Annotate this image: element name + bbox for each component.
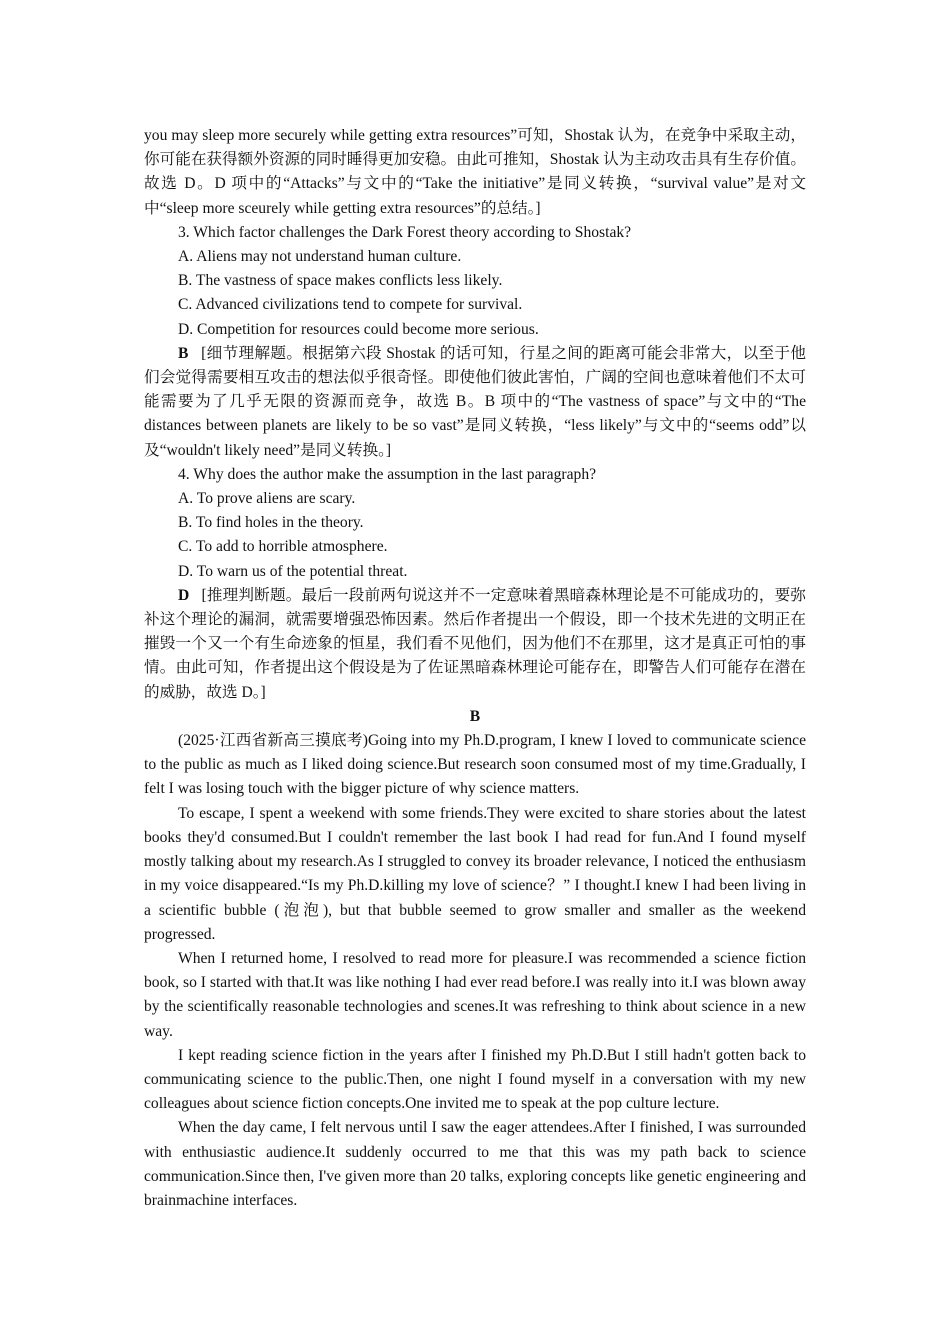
question-3-answer-letter: B (178, 344, 189, 362)
question-3 (144, 221, 806, 463)
question-4-answer-letter: D (178, 586, 190, 604)
question-4-answer (144, 584, 806, 705)
passage-paragraph-5: When the day came, I felt nervous until I saw the eager attendees.After I finished, I was surrounded with enthusiastic audience.It suddenly occurred to me that this was my path back to science communication.Since then, I've given more than 20 talks, exploring concepts like genetic engineering and brainmachine interfaces. (144, 1119, 806, 1209)
question-4-option-b: B. To find holes in the theory. (178, 514, 364, 532)
question-4-option-c: C. To add to horrible atmosphere. (178, 538, 388, 556)
passage-paragraph-2: To escape, I spent a weekend with some friends.They were excited to share stories about the latest books they'd consumed.But I couldn't remember the last book I had read for fun.And I found myself mostly talking about my research.As I struggled to convey its broader relevance, I noticed the enthusiasm in my voice disappeared.“Is my Ph.D.killing my love of science？” I thought.I knew I had been living in a scientific bubble (泡泡), but that bubble seemed to grow smaller and smaller as the weekend progressed. (144, 804, 806, 943)
passage-paragraph-4: I kept reading science fiction in the years after I finished my Ph.D.But I still hadn't gotten back to communicating science to the public.Then, one night I found myself in a conversation with my new colleagues about science fiction concepts.One invited me to speak at the pop culture lecture. (144, 1046, 806, 1113)
question-3-stem: 3. Which factor challenges the Dark Forest theory according to Shostak? (178, 223, 632, 241)
question-3-option-d: D. Competition for resources could become more serious. (178, 320, 539, 338)
question-4-option-a: A. To prove aliens are scary. (178, 490, 356, 508)
passage-b (144, 729, 806, 1213)
question-3-explanation: [细节理解题。根据第六段 Shostak 的话可知，行星之间的距离可能会非常大，以至于他们会觉得需要相互攻击的想法似乎很奇怪。即使他们彼此害怕，广阔的空间也意味着他们不太可能需要为了几乎无限的资源而竞争，故选 B。B 项中的“The vastness of space”与文中的“The distances between planets are likely to be so vast”是同义转换，“less likely”与文中的“seems odd”以及“wouldn't likely need”是同义转换。] (144, 344, 806, 459)
question-4-explanation: [推理判断题。最后一段前两句说这并不一定意味着黑暗森林理论是不可能成功的，要弥补这个理论的漏洞，就需要增强恐怖因素。然后作者提出一个假设，即一个技术先进的文明正在摧毁一个又一个有生命迹象的恒星，我们看不见他们，因为他们不在那里，这才是真正可怕的事情。由此可知，作者提出这个假设是为了佐证黑暗森林理论可能存在，即警告人们可能存在潜在的威胁，故选 D。] (144, 586, 806, 701)
question-3-answer (144, 342, 806, 463)
document-page (144, 124, 806, 1213)
previous-explanation-continuation: you may sleep more securely while getting extra resources”可知，Shostak 认为，在竞争中采取主动，你可能在获得额外资源的同时睡得更加安稳。由此可推知，Shostak 认为主动攻击具有生存价值。故选 D。D 项中的“Attacks”与文中的“Take the initiative”是同义转换，“survival value”是对文中“sleep more sceurely while getting extra resources”的总结。] (144, 127, 806, 217)
question-4-option-d: D. To warn us of the potential threat. (178, 562, 408, 580)
question-4-stem: 4. Why does the author make the assumption in the last paragraph? (178, 465, 597, 483)
passage-paragraph-3: When I returned home, I resolved to read more for pleasure.I was recommended a science fiction book, so I started with that.It was like nothing I had ever read before.I was really into it.I was blown away by the scientifically reasonable technologies and scenes.It was refreshing to think about science in a new way. (144, 949, 806, 1040)
question-3-option-b: B. The vastness of space makes conflicts less likely. (178, 272, 503, 290)
question-3-option-a: A. Aliens may not understand human culture. (178, 248, 462, 266)
question-3-option-c: C. Advanced civilizations tend to compete for survival. (178, 296, 523, 314)
passage-paragraph-1: (2025·江西省新高三摸底考)Going into my Ph.D.program, I knew I loved to communicate science to the public as much as I liked doing science.But research soon consumed most of my time.Gradually, I felt I was losing touch with the bigger picture of why science matters. (144, 732, 806, 798)
section-title: B (469, 707, 481, 725)
question-4 (144, 463, 806, 705)
